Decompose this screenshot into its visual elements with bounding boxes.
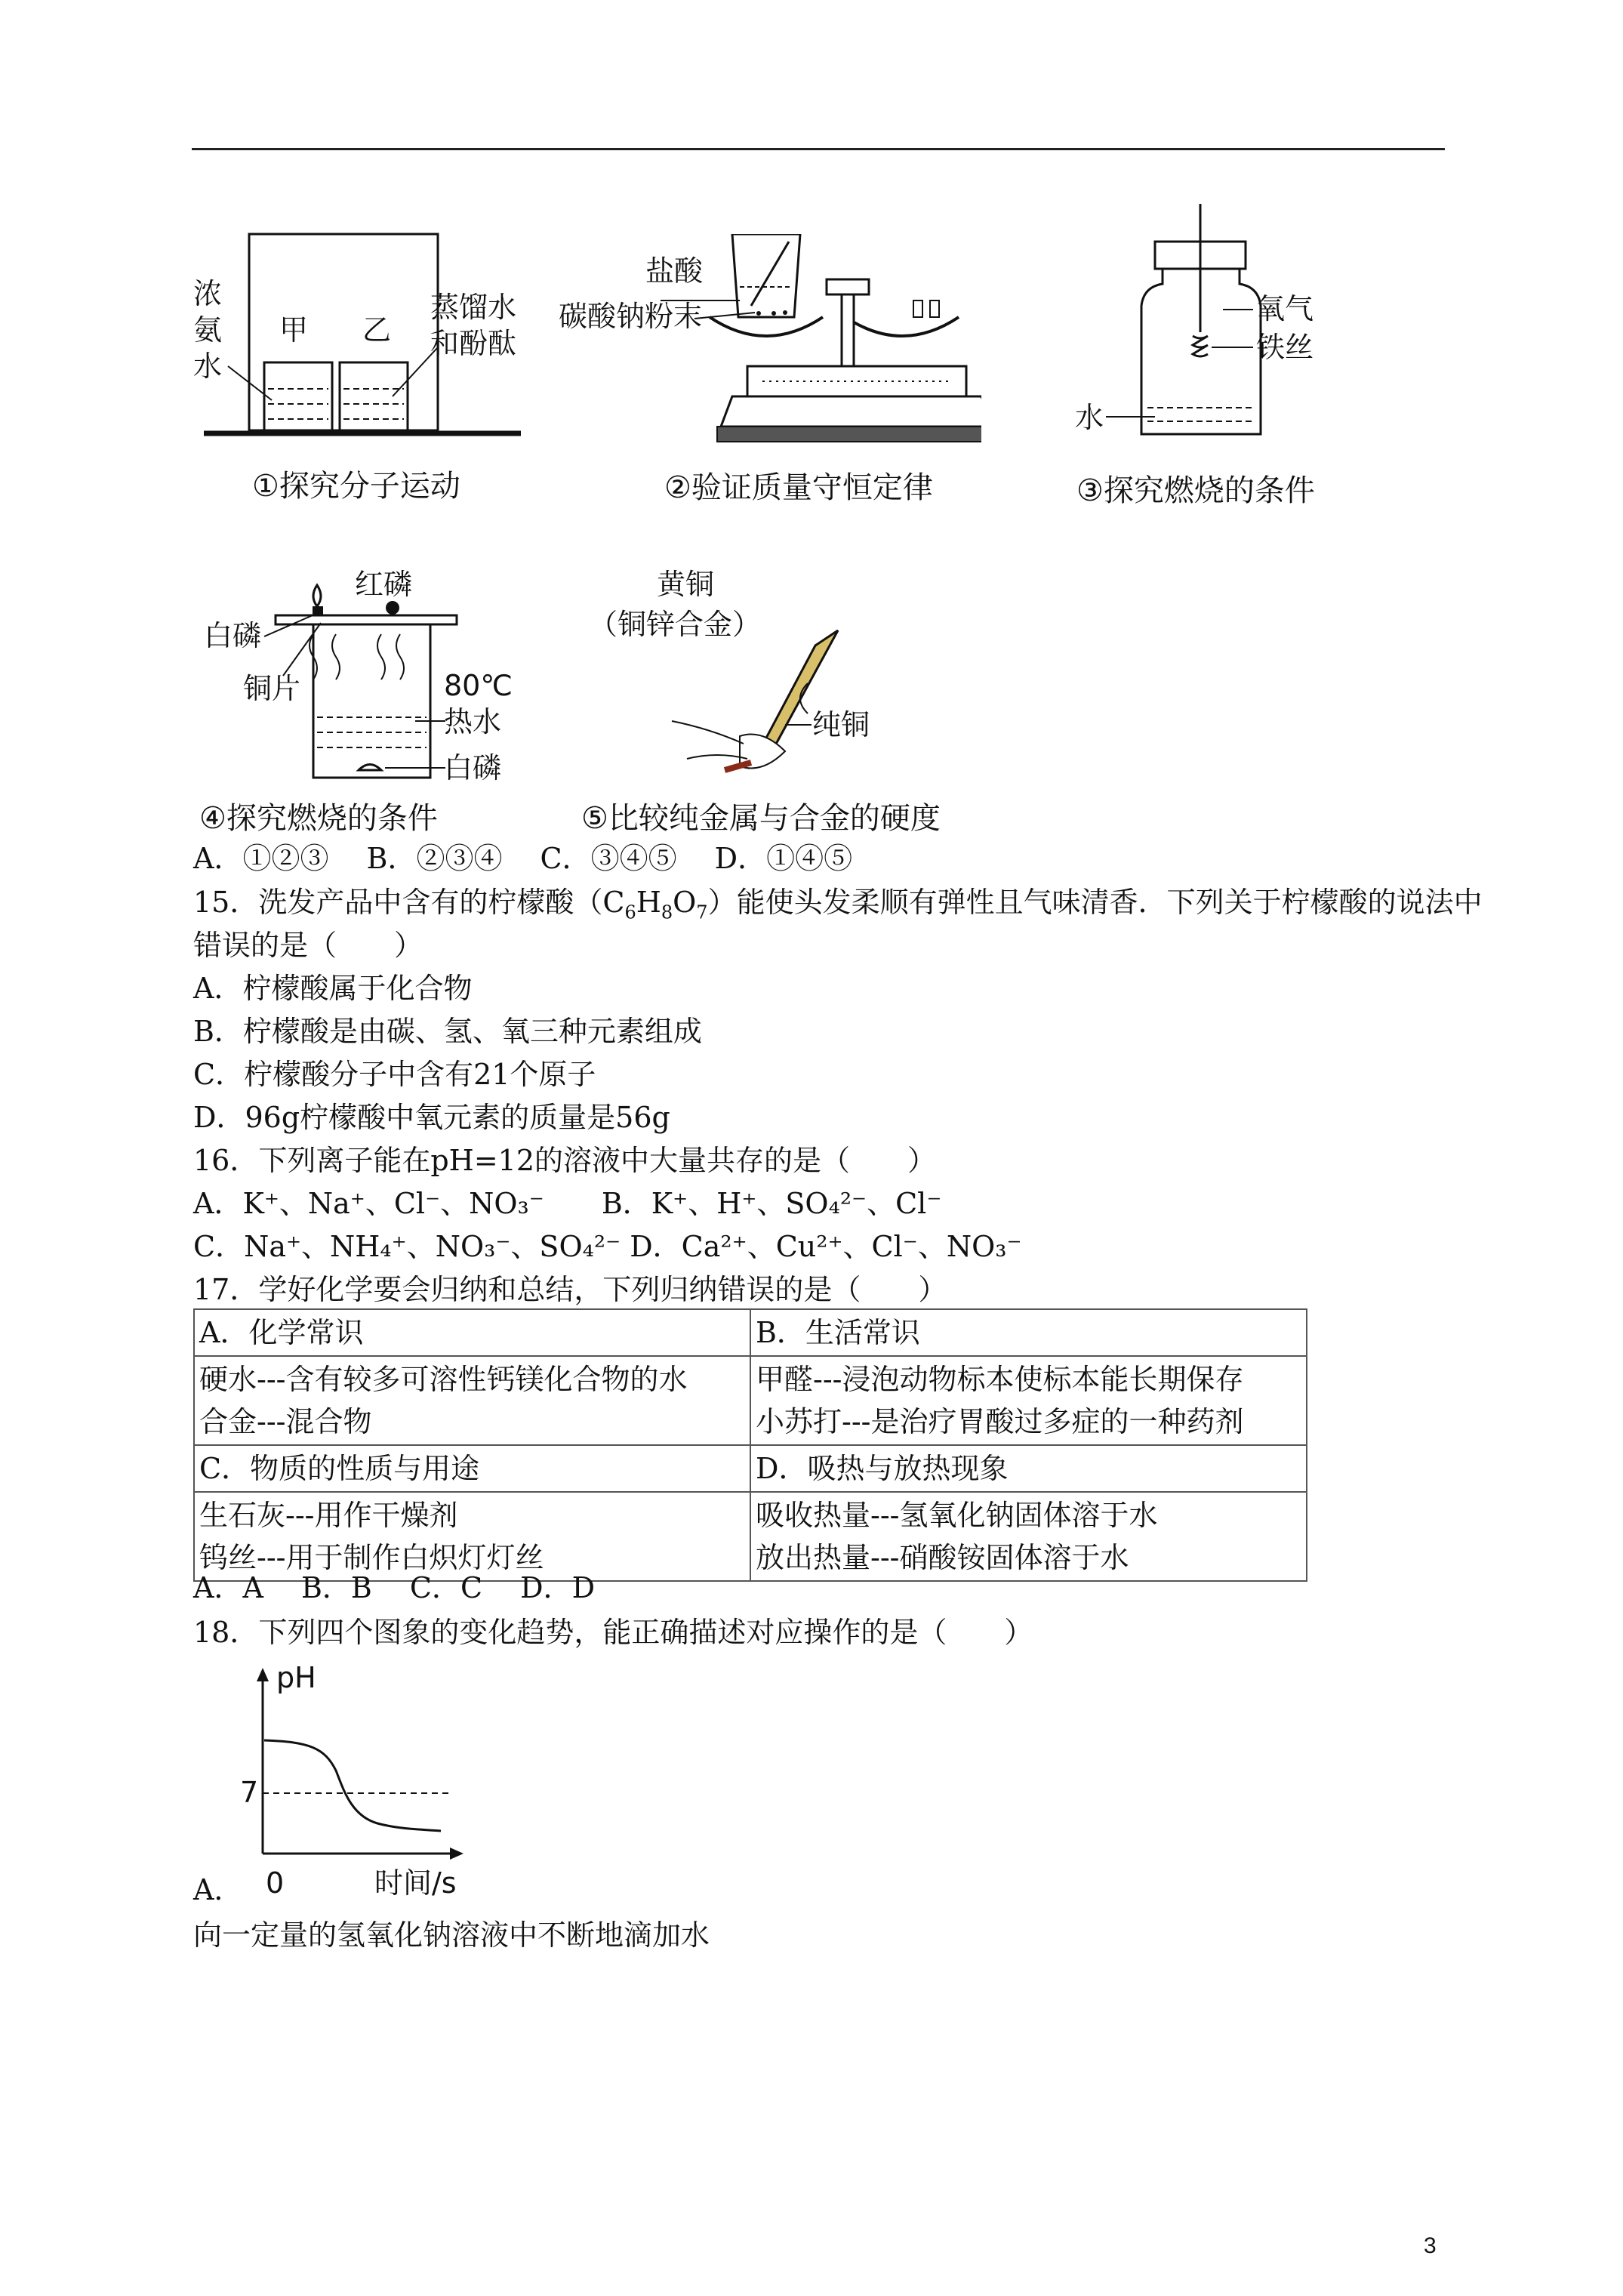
label-sodium-carbonate: 碳酸钠粉末 — [559, 300, 703, 333]
figure-molecule-motion — [189, 219, 536, 468]
label-hydrochloric-acid: 盐酸 — [645, 254, 704, 288]
caption-figure-4: ④探究燃烧的条件 — [199, 801, 438, 836]
label-white-phosphorus-bottom: 白磷 — [444, 751, 502, 784]
q18-stem: 18．下列四个图象的变化趋势，能正确描述对应操作的是（ ） — [193, 1616, 1033, 1649]
cell-c-head: C．物质的性质与用途 — [194, 1445, 750, 1492]
label-white-phosphorus-top: 白磷 — [204, 619, 262, 652]
page-number: 3 — [1424, 2233, 1437, 2258]
q17-options: A．A B．B C．C D．D — [193, 1571, 596, 1604]
cell-c-body: 生石灰---用作干燥剂 钨丝---用于制作白炽灯灯丝 — [194, 1492, 750, 1581]
q15-option-c: C．柠檬酸分子中含有21个原子 — [193, 1058, 596, 1091]
label-phenolphthalein: 和酚酞 — [430, 327, 517, 360]
q15-stem-line-2: 错误的是（ ） — [193, 929, 423, 962]
graph-yline-label: 7 — [240, 1776, 259, 1809]
label-ammonia-3: 水 — [193, 350, 223, 383]
label-yi: 乙 — [362, 313, 392, 347]
figure-mass-conservation — [559, 234, 981, 461]
caption-figure-2: ②验证质量守恒定律 — [664, 470, 933, 505]
cell-a-body: 硬水---含有较多可溶性钙镁化合物的水 合金---混合物 — [194, 1356, 750, 1445]
header-rule — [192, 148, 1445, 150]
label-brass: 黄铜 — [657, 568, 715, 601]
q15-option-a: A．柠檬酸属于化合物 — [193, 972, 473, 1005]
cell-b-head: B．生活常识 — [750, 1309, 1307, 1356]
label-water: 水 — [1075, 401, 1104, 434]
label-ammonia-2: 氨 — [193, 313, 223, 347]
label-jia: 甲 — [279, 313, 309, 347]
label-distilled-water: 蒸馏水 — [430, 291, 517, 324]
graph-ylabel: pH — [276, 1661, 316, 1694]
label-red-phosphorus: 红磷 — [355, 568, 413, 601]
graph-origin: 0 — [266, 1866, 285, 1900]
table-row — [194, 1309, 1307, 1356]
cell-b-body: 甲醛---浸泡动物标本使标本能长期保存 小苏打---是治疗胃酸过多症的一种药剂 — [750, 1356, 1307, 1445]
label-temperature: 80℃ — [444, 669, 513, 702]
table-row — [194, 1445, 1307, 1492]
q15-stem: 15．洗发产品中含有的柠檬酸$(C_6H_8O_7)$能使头发柔顺有弹性且气味清香．下列关于柠檬酸的说法中 — [193, 886, 1483, 923]
q18-graph-a — [226, 1657, 483, 1906]
q18-option-a-letter: A． — [193, 1873, 243, 1906]
caption-figure-3: ③探究燃烧的条件 — [1076, 473, 1315, 508]
caption-figure-1: ①探究分子运动 — [252, 469, 460, 504]
q17-summary-table — [193, 1308, 1307, 1582]
table-row — [194, 1356, 1307, 1445]
q16-options-cd: C．Na⁺、NH₄⁺、NO₃⁻、SO₄²⁻ D．Ca²⁺、Cu²⁺、Cl⁻、NO₃⁻ — [193, 1230, 1022, 1263]
label-copper-sheet: 铜片 — [243, 672, 301, 705]
q18-option-a-description: 向一定量的氢氧化钠溶液中不断地滴加水 — [193, 1918, 710, 1952]
figure-phosphorus-combustion — [204, 562, 559, 789]
q17-stem: 17．学好化学要会归纳和总结，下列归纳错误的是（ ） — [193, 1273, 947, 1306]
cell-a-head: A．化学常识 — [194, 1309, 750, 1356]
q16-stem: 16．下列离子能在pH=12的溶液中大量共存的是（ ） — [193, 1144, 937, 1177]
label-iron-wire: 铁丝 — [1256, 331, 1314, 364]
q15-option-b: B．柠檬酸是由碳、氢、氧三种元素组成 — [193, 1015, 702, 1048]
graph-xlabel: 时间/s — [374, 1866, 457, 1900]
label-ammonia-1: 浓 — [193, 277, 223, 310]
cell-d-head: D．吸热与放热现象 — [750, 1445, 1307, 1492]
label-hot-water: 热水 — [444, 705, 502, 738]
cell-d-body: 吸收热量---氢氧化钠固体溶于水 放出热量---硝酸铵固体溶于水 — [750, 1492, 1307, 1581]
label-oxygen: 氧气 — [1256, 292, 1314, 325]
q16-options-ab: A．K⁺、Na⁺、Cl⁻、NO₃⁻ B．K⁺、H⁺、SO₄²⁻、Cl⁻ — [193, 1187, 942, 1220]
figure-hardness-comparison — [589, 562, 936, 789]
figure-iron-wire-combustion — [1072, 204, 1389, 445]
label-pure-copper: 纯铜 — [812, 708, 870, 741]
q14-options: A．①②③ B．②③④ C．③④⑤ D．①④⑤ — [193, 842, 853, 875]
label-copper-zinc-alloy: （铜锌合金） — [589, 608, 762, 641]
caption-figure-5: ⑤比较纯金属与合金的硬度 — [581, 801, 941, 836]
table-row — [194, 1492, 1307, 1581]
q15-option-d: D．96g柠檬酸中氧元素的质量是56g — [193, 1101, 670, 1134]
